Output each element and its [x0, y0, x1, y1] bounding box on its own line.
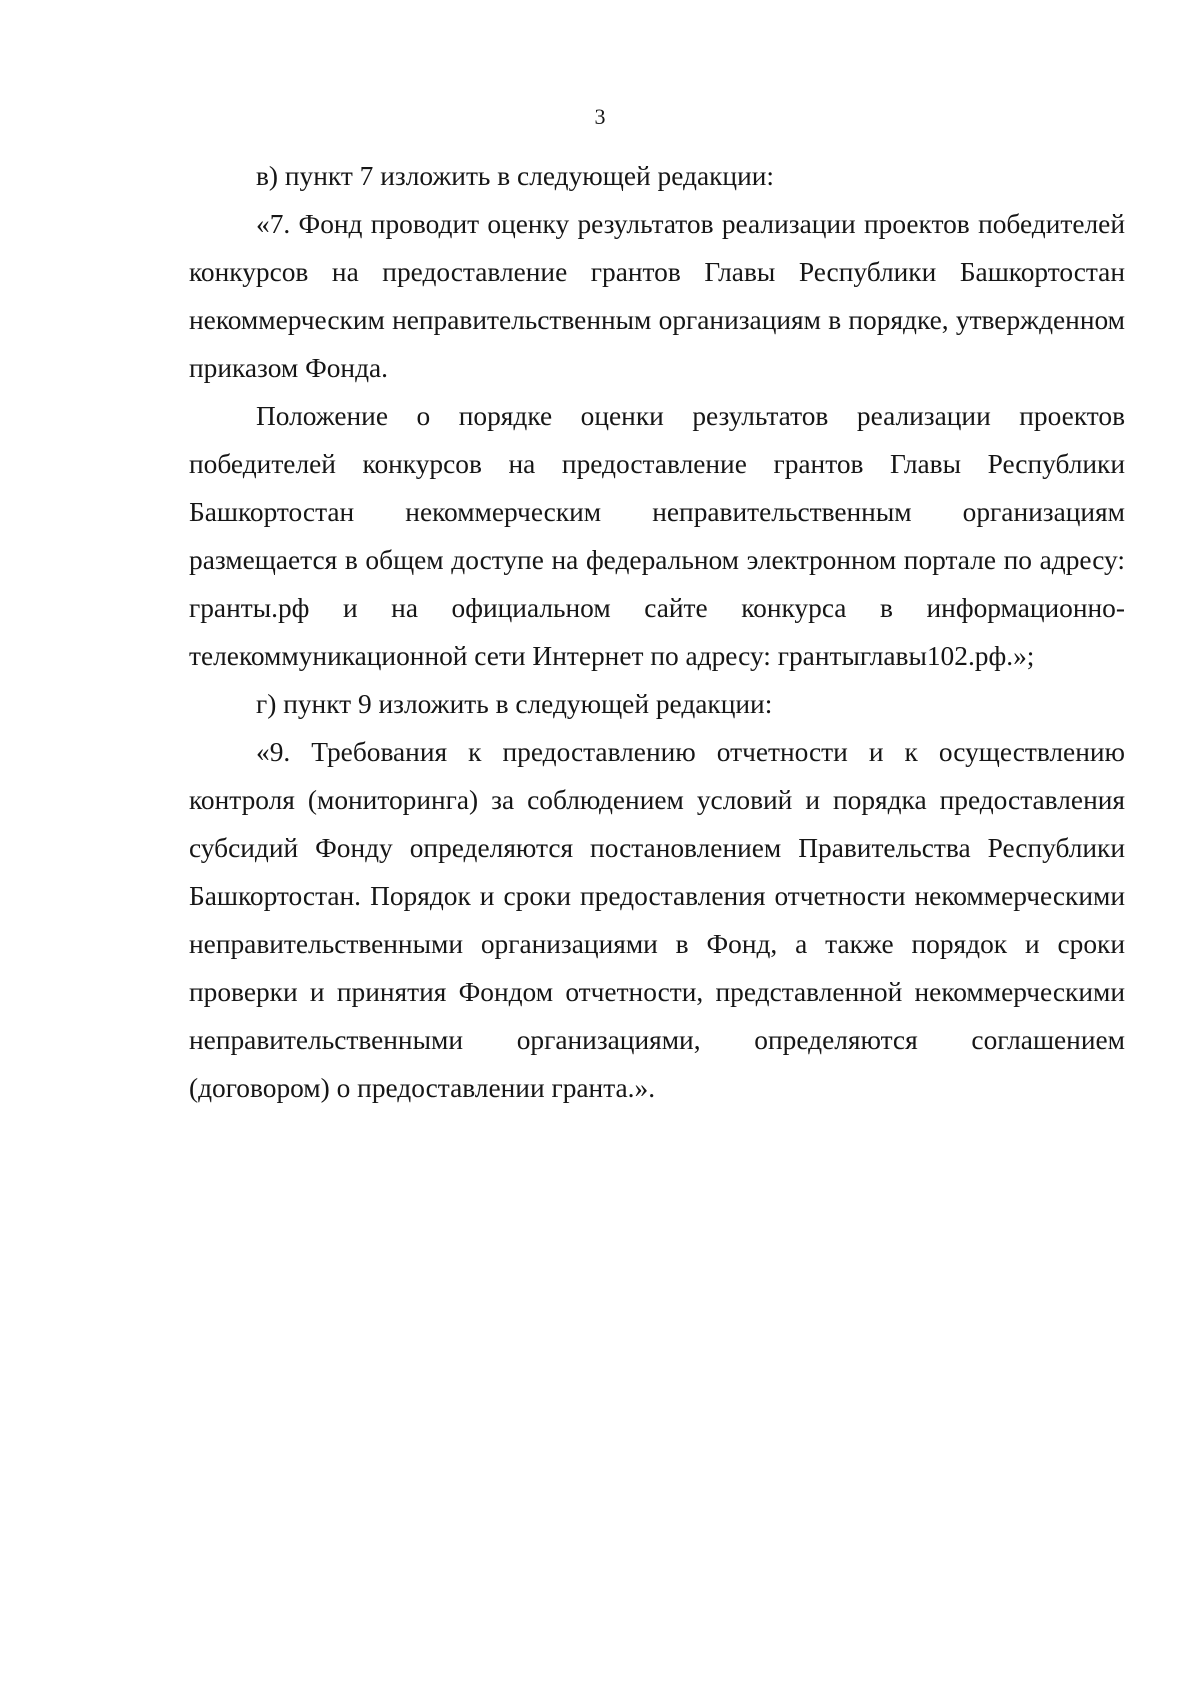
paragraph-item-9-text: «9. Требования к предоставлению отчетности и к осуществлению контроля (мониторинга) за соблюдением условий и порядка предоставления субсидий Фонду определяются постановлением Правительства Республики Башкортостан. Порядок и сроки предоставления отчетности некоммерческими неправительственными организациями в Фонд, а также порядок и сроки проверки и принятия Фондом отчетности, представленной некоммерческими неправительственными организациями, определяются соглашением (договором) о предоставлении гранта.».: [189, 737, 1125, 1103]
paragraph-item-7-text: «7. Фонд проводит оценку результатов реализации проектов победителей конкурсов на предоставление грантов Главы Республики Башкортостан некоммерческим неправительственным организациям в порядке, утвержденном приказом Фонда.: [189, 209, 1125, 383]
paragraph-item-v: в) пункт 7 изложить в следующей редакции:: [256, 161, 775, 191]
paragraph-regulation: Положение о порядке оценки результатов реализации проектов победителей конкурсов на предоставление грантов Главы Республики Башкортостан некоммерческим неправительственным организациям размещается в общем доступе на федеральном электронном портале по адресу: гранты.рф и на официальном сайте конкурса в информационно-телекоммуникационной сети Интернет по адресу: грантыглавы102.рф.»;: [189, 401, 1125, 671]
paragraph-item-g: г) пункт 9 изложить в следующей редакции:: [256, 689, 773, 719]
page-number: 3: [594, 104, 606, 129]
document-body: [189, 152, 1125, 1112]
